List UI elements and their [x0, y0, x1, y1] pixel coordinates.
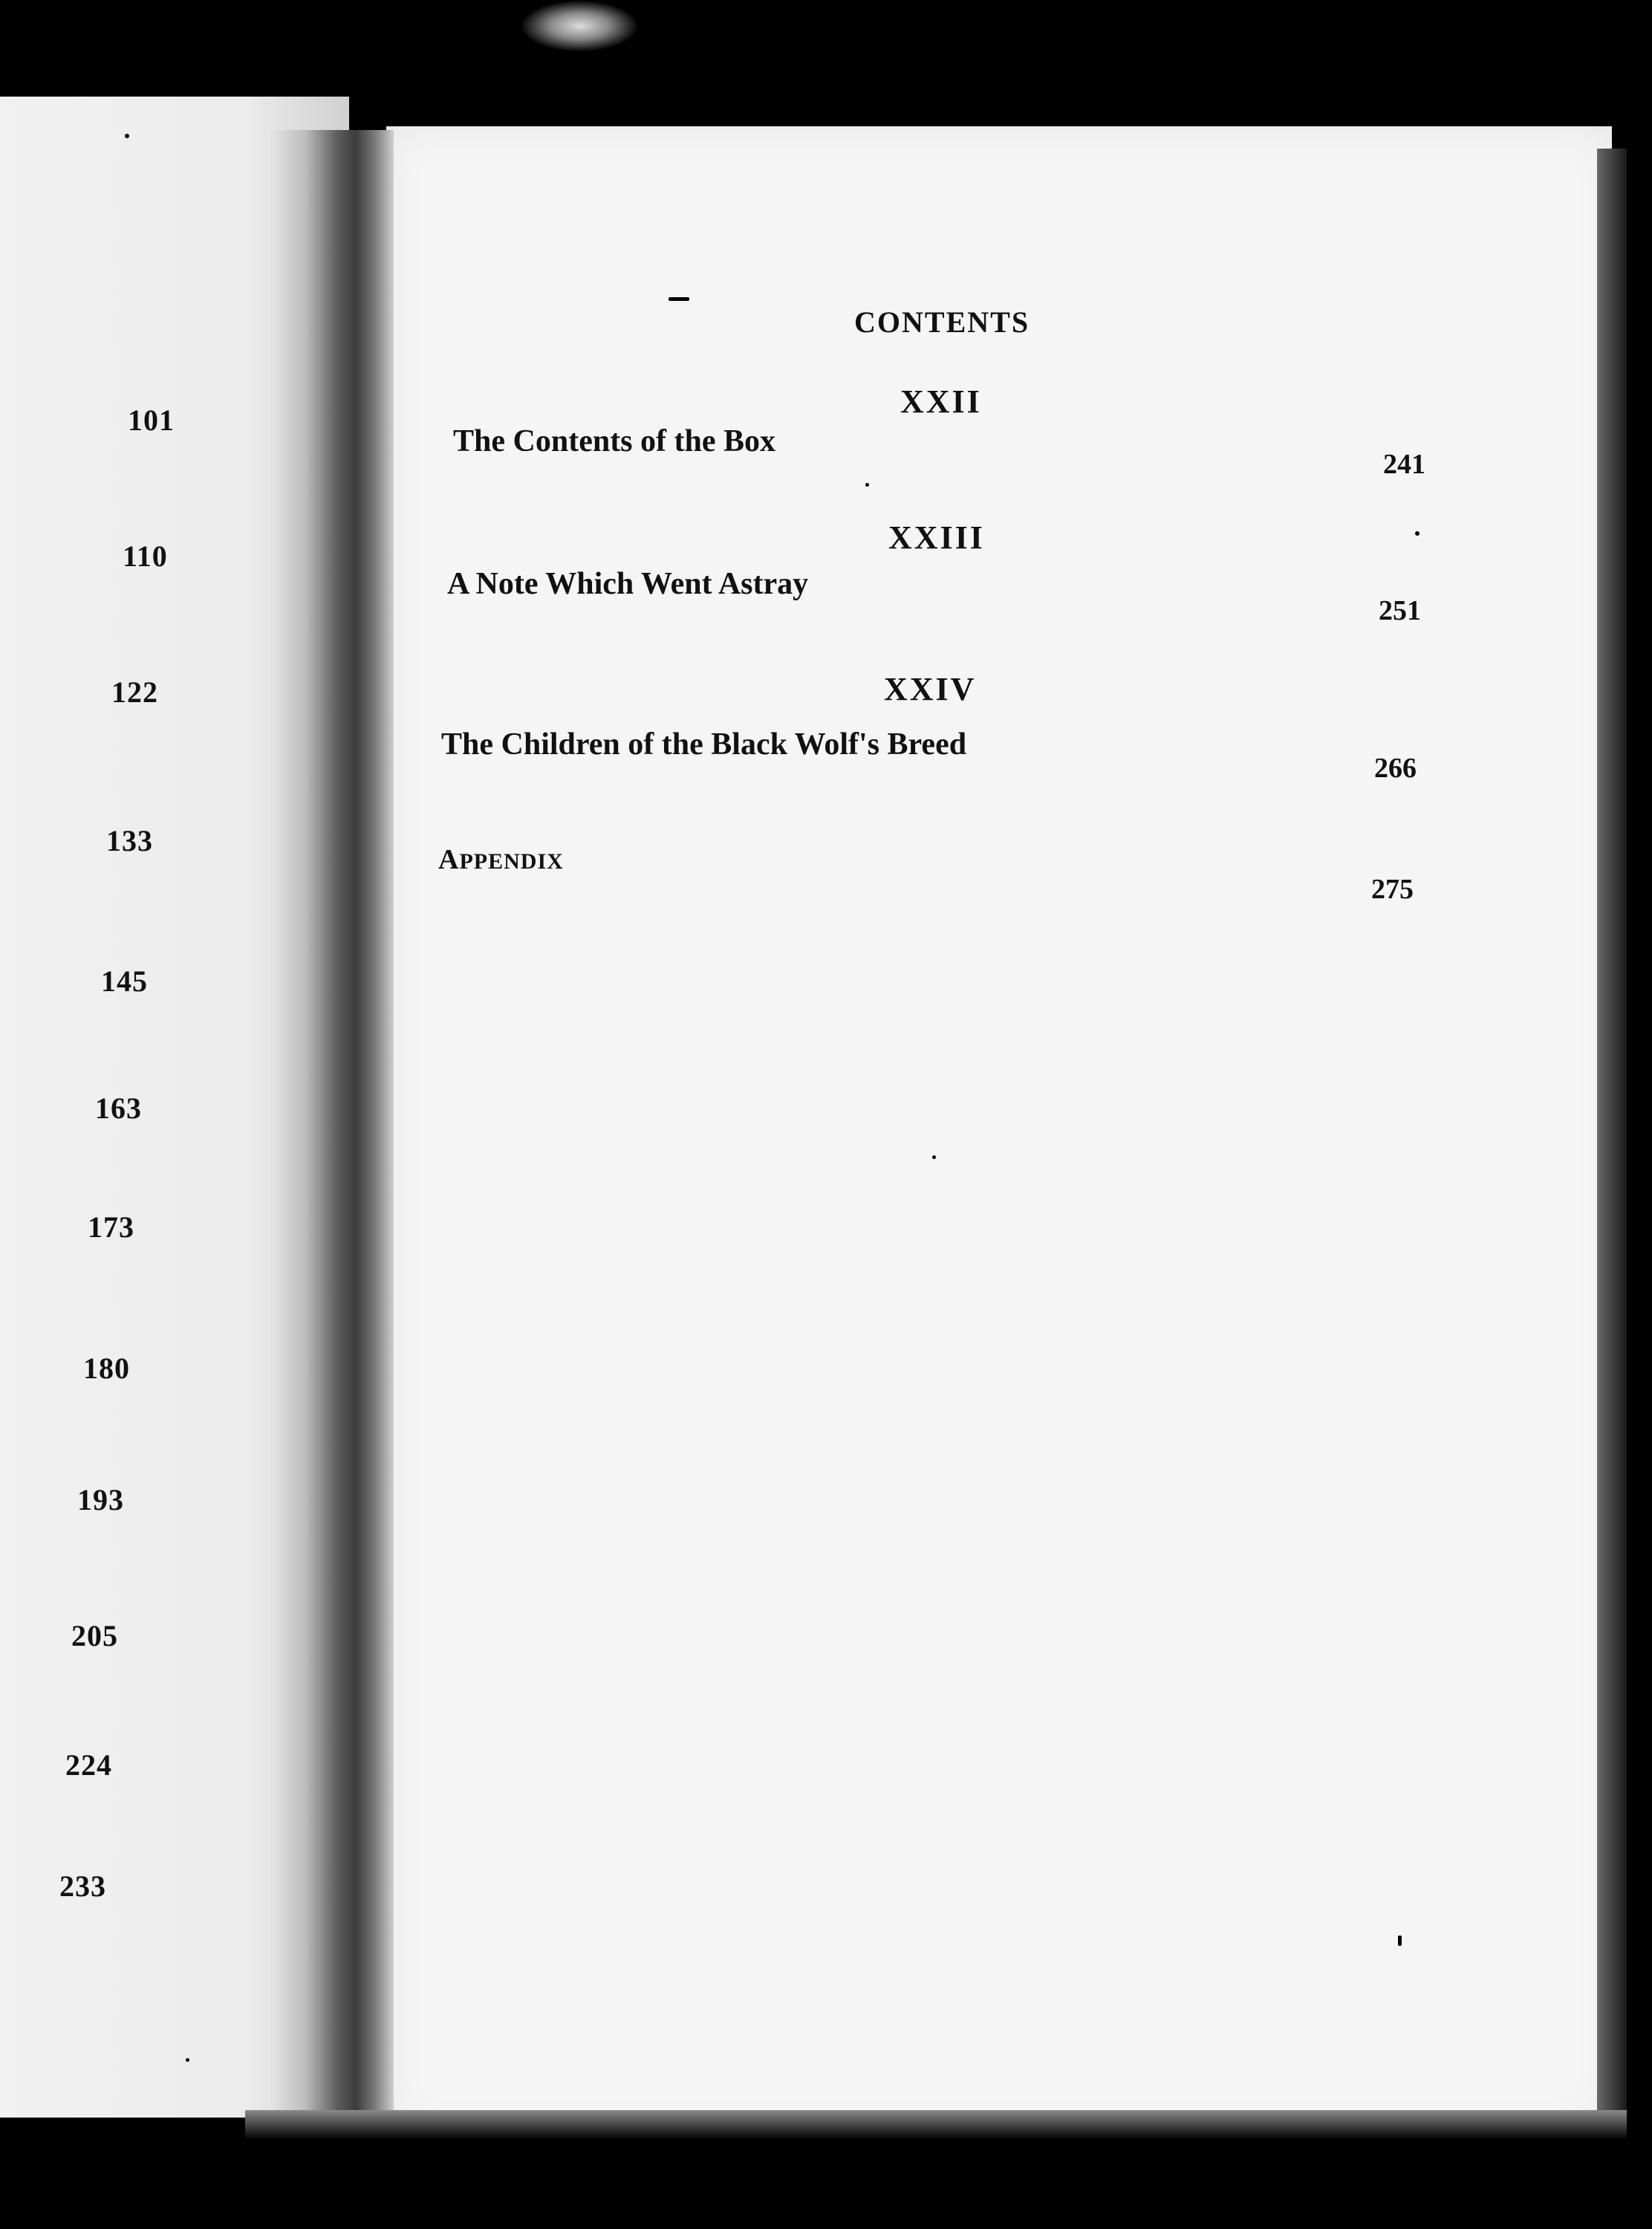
appendix-label — [438, 843, 564, 876]
chapter-title: A Note Which Went Astray — [447, 567, 809, 601]
page-title: CONTENTS — [854, 305, 1030, 339]
left-page-number: 173 — [88, 1210, 134, 1244]
bottom-shadow — [245, 2110, 1627, 2140]
left-page-number: 163 — [95, 1091, 142, 1125]
left-page-number: 233 — [59, 1869, 106, 1903]
chapter-numeral: XXIII — [888, 519, 985, 556]
appendix-page-number: 275 — [1371, 874, 1414, 905]
left-page-number: 205 — [71, 1619, 118, 1652]
chapter-page-number: 266 — [1374, 753, 1417, 784]
left-page-number: 145 — [101, 964, 148, 998]
left-page-number: 133 — [106, 824, 153, 857]
left-page-number: 180 — [83, 1352, 130, 1385]
left-page-number: 122 — [111, 675, 158, 709]
chapter-page-number: 251 — [1379, 595, 1421, 626]
chapter-title: The Children of the Black Wolf's Breed — [441, 727, 967, 762]
left-page-number: 101 — [128, 403, 175, 437]
left-page-number: 224 — [65, 1748, 112, 1782]
page-edge — [1597, 149, 1627, 2140]
scan-artifact — [520, 0, 639, 52]
scan-speck — [125, 134, 129, 138]
chapter-numeral: XXII — [900, 383, 982, 420]
scan-speck — [669, 297, 689, 301]
chapter-title: The Contents of the Box — [453, 424, 776, 458]
appendix-rest: PPENDIX — [459, 849, 564, 874]
book-gutter — [267, 130, 394, 2114]
appendix-initial: A — [438, 844, 460, 875]
scan-speck — [1398, 1936, 1402, 1946]
scan-speck — [1415, 531, 1420, 536]
scan-speck — [186, 2058, 189, 2062]
left-page-number: 193 — [77, 1483, 124, 1516]
scan-speck — [865, 483, 869, 487]
left-page-number: 110 — [123, 539, 168, 573]
scan-speck — [932, 1155, 936, 1159]
chapter-page-number: 241 — [1383, 449, 1425, 480]
chapter-numeral: XXIV — [884, 671, 977, 707]
